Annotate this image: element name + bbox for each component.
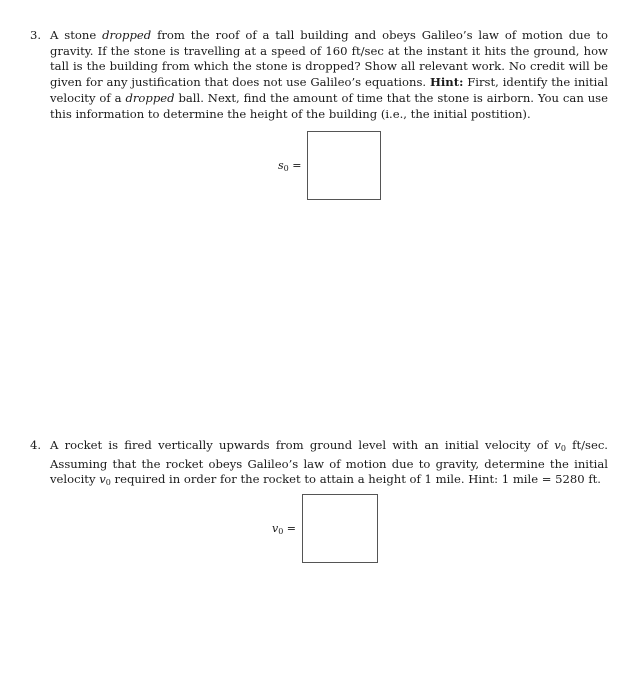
answer-subscript: 0 (283, 163, 289, 173)
problem-4-answer-box[interactable] (302, 494, 378, 563)
velocity-subscript: 0 (560, 444, 566, 453)
problem-4 (30, 438, 608, 491)
velocity-subscript: 0 (105, 478, 111, 488)
velocity-variable: v (554, 438, 561, 452)
problem-3-text-part: A stone (50, 28, 103, 42)
problem-3-answer-label (278, 159, 301, 173)
problem-4-text-part: A rocket is fired vertically upwards from ground level with an initial velocity of (50, 438, 555, 452)
answer-variable: s (278, 158, 284, 172)
problem-3-answer-box[interactable] (307, 131, 381, 200)
problem-3-answer-row (278, 131, 381, 200)
problem-3-emphasis-dropped: dropped (102, 28, 152, 42)
problem-4-number: 4. (30, 438, 42, 452)
problem-3-emphasis-dropped: dropped (125, 90, 175, 105)
problem-3-hint-label: Hint: (429, 75, 464, 90)
equals-sign: = (283, 521, 297, 535)
problem-3-text-part: ball. Next, find the amount of time that the stone is airborn. You can use this information to determine the height of the building (i.e., the initial postition). (50, 90, 608, 121)
problem-4-answer-label (272, 522, 296, 536)
problem-3-number: 3. (30, 28, 42, 42)
problem-4-text-part: required in order for the rocket to attain a height of 1 mile. Hint: 1 mile = 5280 ft. (110, 472, 601, 487)
problem-4-text (30, 438, 608, 491)
equals-sign: = (288, 158, 302, 172)
problem-3-text-part: First, identify the initial velocity of a (50, 75, 608, 105)
answer-subscript: 0 (278, 526, 284, 536)
answer-variable: v (272, 521, 279, 535)
problem-4-text-part: ft/sec. Assuming that the rocket obeys Galileo’s law of motion due to gravity, determine the initial velocity (50, 438, 608, 487)
velocity-variable: v (99, 472, 106, 487)
problem-3-text (30, 28, 608, 122)
problem-4-answer-row (272, 494, 378, 563)
problem-3 (30, 28, 608, 122)
problem-3-text-part: from the roof of a tall building and obeys Galileo’s law of motion due to gravity. If the stone is travelling at a speed of 160 ft/sec at the instant it hits the ground, how tall is the building from which the stone is dropped? Show all relevant work. No credit will be given for any justification that does not use Galileo’s equations. (50, 28, 609, 90)
